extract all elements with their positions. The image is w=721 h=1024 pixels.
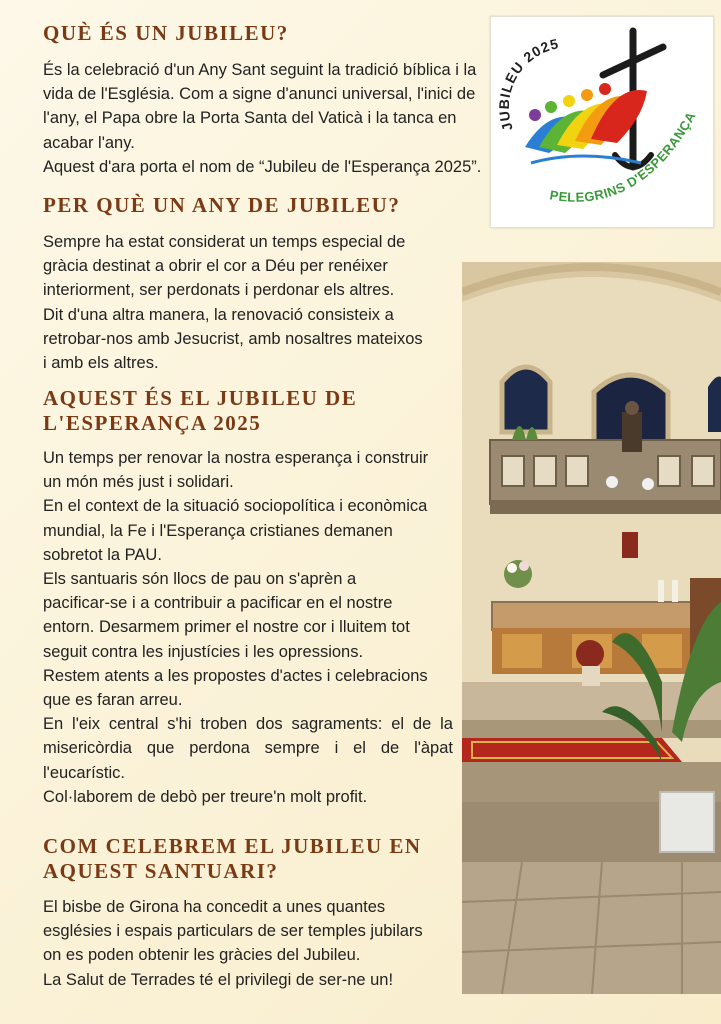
section-1-line: vida de l'Església. Com a signe d'anunci universal, l'inici de [43, 85, 476, 104]
section-4-line: El bisbe de Girona ha concedit a unes quantes [43, 898, 386, 916]
section-3-heading-line: L'ESPERANÇA 2025 [43, 411, 262, 435]
section-2-line: Dit d'una altra manera, la renovació consisteix a [43, 305, 394, 324]
section-3-line: pacificar-se i a contribuir a pacificar en el nostre [43, 594, 393, 613]
section-2-line: retrobar-nos amb Jesucrist, amb nosaltres mateixos [43, 329, 423, 348]
section-4-line: esglésies i espais particulars de ser temples jubilars [43, 922, 423, 941]
section-4-heading-line: AQUEST SANTUARI? [43, 859, 279, 883]
section-4-body [43, 895, 453, 992]
section-1-body [43, 58, 489, 179]
section-3-line: sobretot la PAU. [43, 545, 162, 564]
section-3-heading [43, 386, 357, 436]
section-3-line: Restem atents a les propostes d'actes i celebracions [43, 666, 428, 685]
section-2-body [43, 230, 453, 375]
jubilee-logo [490, 16, 714, 228]
section-1-line: És la celebració d'un Any Sant seguint la tradició bíblica i la [43, 61, 477, 79]
section-2-line: i amb els altres. [43, 354, 159, 373]
pilgrims-icon [525, 83, 647, 163]
section-3-line: En l'eix central s'hi troben dos sagraments: el de la [43, 715, 453, 734]
section-2-line: gràcia destinat a obrir el cor a Déu per renéixer [43, 257, 388, 276]
section-3-line: seguit contra les injustícies i les opressions. [43, 642, 364, 661]
section-3-line: misericòrdia que perdona sempre i el de l'àpat [43, 739, 453, 758]
section-2-heading-line: PER QUÈ UN ANY DE JUBILEU? [43, 193, 401, 217]
section-4-line: on es poden obtenir les gràcies del Jubileu. [43, 946, 361, 965]
section-3-body [43, 446, 453, 809]
section-3-line: que es faran arreu. [43, 691, 183, 710]
section-3-line: l'eucarístic. [43, 763, 126, 782]
section-3-line: Col·laborem de debò per treure'n molt profit. [43, 787, 368, 806]
section-3-heading-line: AQUEST ÉS EL JUBILEU DE [43, 386, 358, 410]
section-2-line: interiorment, ser perdonats i perdonar els altres. [43, 281, 395, 300]
section-3-line: Un temps per renovar la nostra esperança i construir [43, 449, 429, 467]
section-4-heading-line: COM CELEBREM EL JUBILEU EN [43, 834, 422, 858]
church-interior-illustration [462, 262, 721, 994]
section-1-line: acabar l'any. [43, 133, 135, 152]
church-interior-photo [462, 262, 721, 994]
jubilee-logo-graphic [491, 17, 713, 227]
section-4-heading [43, 834, 422, 884]
section-3-line: mundial, la Fe i l'Esperança cristianes demanen [43, 521, 393, 540]
section-1-heading [43, 21, 289, 46]
section-3-line: un món més just i solidari. [43, 473, 234, 492]
logo-top-textpath: JUBILEU 2025 [495, 35, 561, 133]
section-3-line: Els santuaris són llocs de pau on s'aprèn a [43, 570, 357, 589]
section-1-line: Aquest d'ara porta el nom de “Jubileu de l'Esperança 2025”. [43, 157, 482, 176]
logo-bottom-textpath: PELEGRINS D'ESPERANÇA [548, 108, 699, 205]
section-2-heading [43, 193, 400, 218]
logo-top-text [496, 35, 561, 133]
section-1-line: l'any, el Papa obre la Porta Santa del Vaticà i la tanca en [43, 109, 457, 128]
section-3-line: En el context de la situació sociopolítica i econòmica [43, 497, 428, 516]
section-3-line: entorn. Desarmem primer el nostre cor i lluitem tot [43, 618, 410, 637]
section-1-heading-line: QUÈ ÉS UN JUBILEU? [43, 21, 289, 45]
section-2-line: Sempre ha estat considerat un temps especial de [43, 233, 406, 251]
section-4-line: La Salut de Terrades té el privilegi de ser-ne un! [43, 970, 394, 989]
